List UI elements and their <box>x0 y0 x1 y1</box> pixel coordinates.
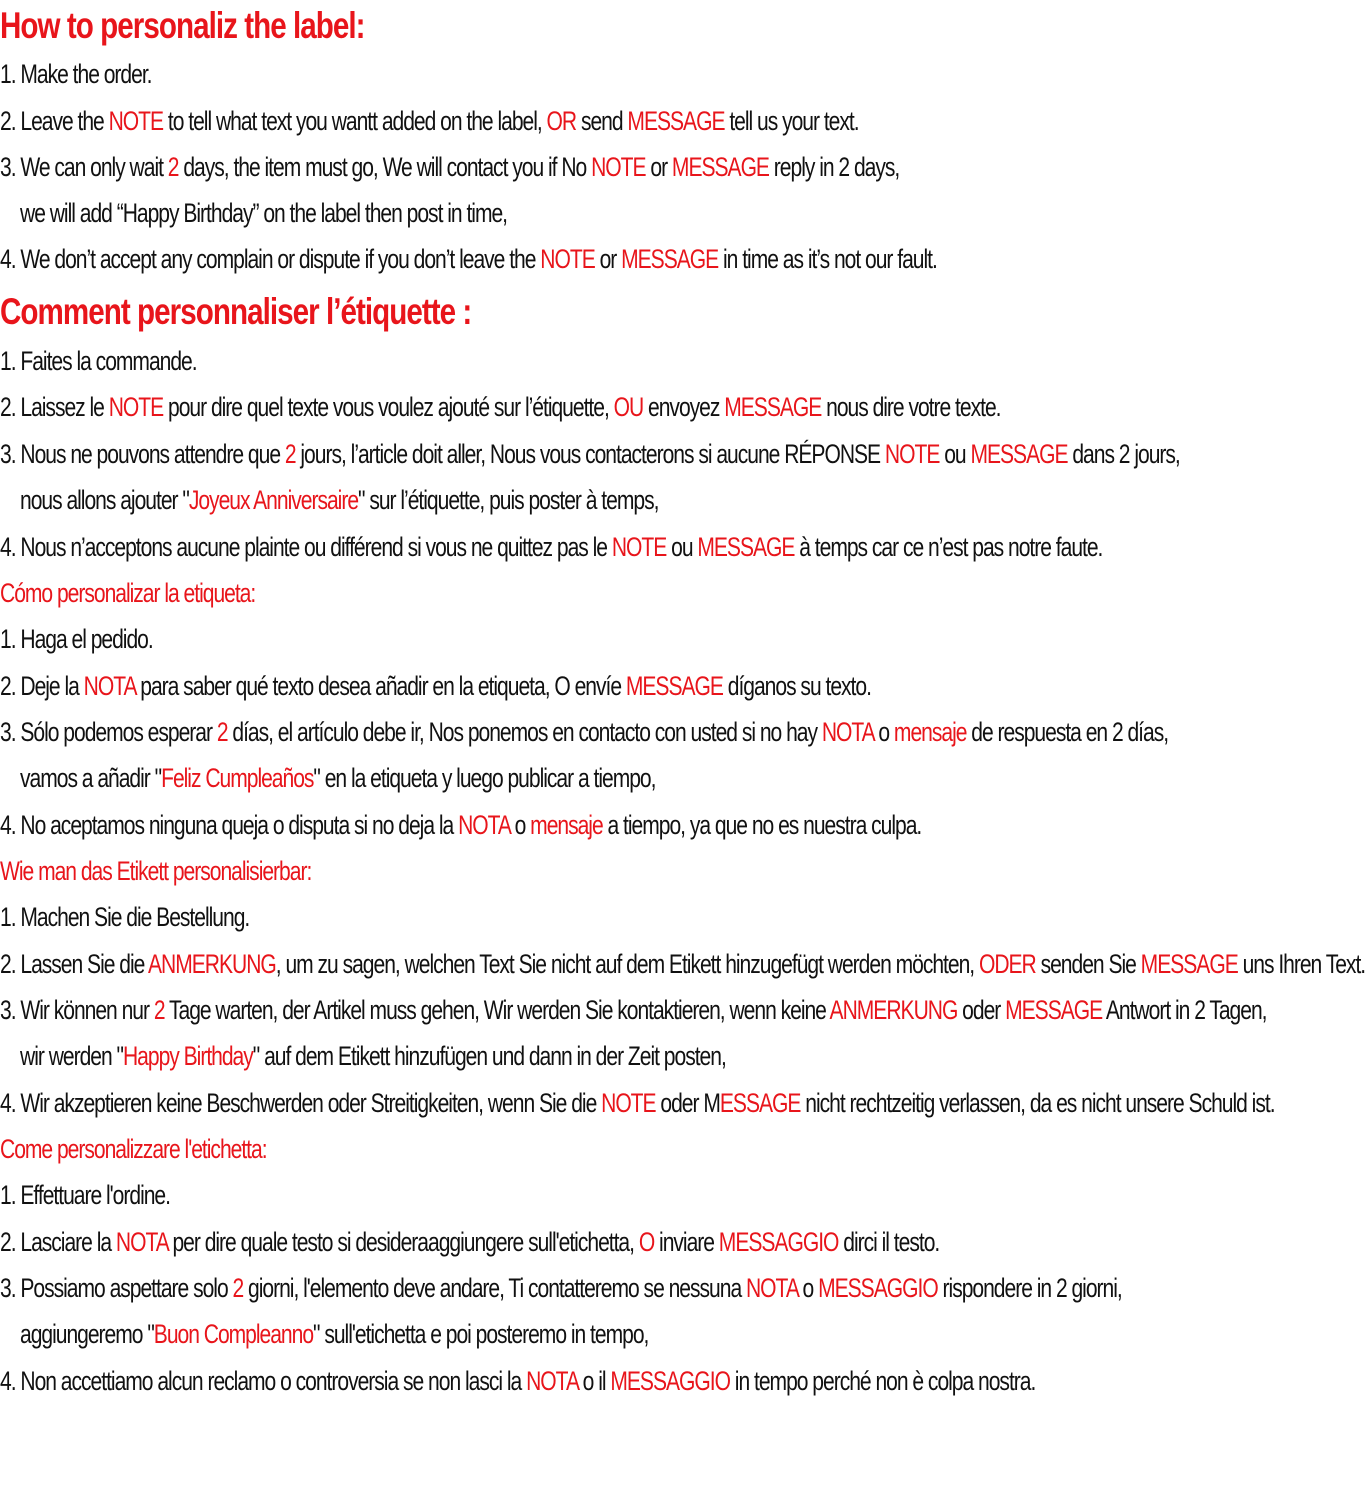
italian-step-3: 3. Possiamo aspettare solo 2 giorni, l'elemento deve andare, Ti contatteremo se nessuna NOTA o MESSAGGIO rispondere in 2 giorni, <box>0 1273 1122 1303</box>
spanish-step-3-continued: vamos a añadir "Feliz Cumpleaños" en la etiqueta y luego publicar a tiempo, <box>20 763 656 793</box>
italian-step-3-continued: aggiungeremo "Buon Compleanno" sull'etichetta e poi posteremo in tempo, <box>20 1319 649 1349</box>
italian-step-1: 1. Effettuare l'ordine. <box>0 1180 170 1210</box>
english-step-1: 1. Make the order. <box>0 59 152 89</box>
heading-french: Comment personnaliser l’étiquette : <box>0 291 472 332</box>
french-step-4: 4. Nous n’acceptons aucune plainte ou différend si vous ne quittez pas le NOTE ou MESSAGE à temps car ce n’est pas notre faute. <box>0 532 1103 562</box>
french-step-3: 3. Nous ne pouvons attendre que 2 jours, l’article doit aller, Nous vous contacterons si aucune RÉPONSE NOTE ou MESSAGE dans 2 jours, <box>0 439 1180 469</box>
spanish-step-2: 2. Deje la NOTA para saber qué texto desea añadir en la etiqueta, O envíe MESSAGE díganos su texto. <box>0 671 871 701</box>
spanish-step-3: 3. Sólo podemos esperar 2 días, el artículo debe ir, Nos ponemos en contacto con usted si no hay NOTA o mensaje de respuesta en 2 días, <box>0 717 1169 747</box>
english-step-4: 4. We don’t accept any complain or dispute if you don’t leave the NOTE or MESSAGE in time as it’s not our fault. <box>0 244 937 274</box>
heading-german: Wie man das Etikett personalisierbar: <box>0 856 312 886</box>
italian-step-4: 4. Non accettiamo alcun reclamo o controversia se non lasci la NOTA o il MESSAGGIO in tempo perché non è colpa nostra. <box>0 1366 1036 1396</box>
heading-spanish: Cómo personalizar la etiqueta: <box>0 578 256 608</box>
german-step-3-continued: wir werden "Happy Birthday" auf dem Etikett hinzufügen und dann in der Zeit posten, <box>20 1041 726 1071</box>
german-step-2: 2. Lassen Sie die ANMERKUNG, um zu sagen, welchen Text Sie nicht auf dem Etikett hinzugefügt werden möchten, ODER senden Sie MESSAGE uns Ihren Text. <box>0 949 1365 979</box>
spanish-step-4: 4. No aceptamos ninguna queja o disputa si no deja la NOTA o mensaje a tiempo, ya que no es nuestra culpa. <box>0 810 922 840</box>
french-step-3-continued: nous allons ajouter "Joyeux Anniversaire" sur l’étiquette, puis poster à temps, <box>20 485 659 515</box>
heading-italian: Come personalizzare l'etichetta: <box>0 1134 267 1164</box>
german-step-4: 4. Wir akzeptieren keine Beschwerden oder Streitigkeiten, wenn Sie die NOTE oder MESSAGE nicht rechtzeitig verlassen, da es nicht unsere Schuld ist. <box>0 1088 1275 1118</box>
french-step-2: 2. Laissez le NOTE pour dire quel texte vous voulez ajouté sur l’étiquette, OU envoyez MESSAGE nous dire votre texte. <box>0 392 1001 422</box>
english-step-2: 2. Leave the NOTE to tell what text you wantt added on the label, OR send MESSAGE tell us your text. <box>0 106 859 136</box>
heading-english: How to personaliz the label: <box>0 5 365 46</box>
spanish-step-1: 1. Haga el pedido. <box>0 624 153 654</box>
german-step-3: 3. Wir können nur 2 Tage warten, der Artikel muss gehen, Wir werden Sie kontaktieren, wenn keine ANMERKUNG oder MESSAGE Antwort in 2 Tagen, <box>0 995 1267 1025</box>
english-step-3: 3. We can only wait 2 days, the item must go, We will contact you if No NOTE or MESSAGE reply in 2 days, <box>0 152 900 182</box>
english-step-3-continued: we will add “Happy Birthday” on the label then post in time, <box>20 198 508 228</box>
french-step-1: 1. Faites la commande. <box>0 346 197 376</box>
italian-step-2: 2. Lasciare la NOTA per dire quale testo si desideraaggiungere sull'etichetta, O inviare MESSAGGIO dirci il testo. <box>0 1227 940 1257</box>
german-step-1: 1. Machen Sie die Bestellung. <box>0 902 250 932</box>
